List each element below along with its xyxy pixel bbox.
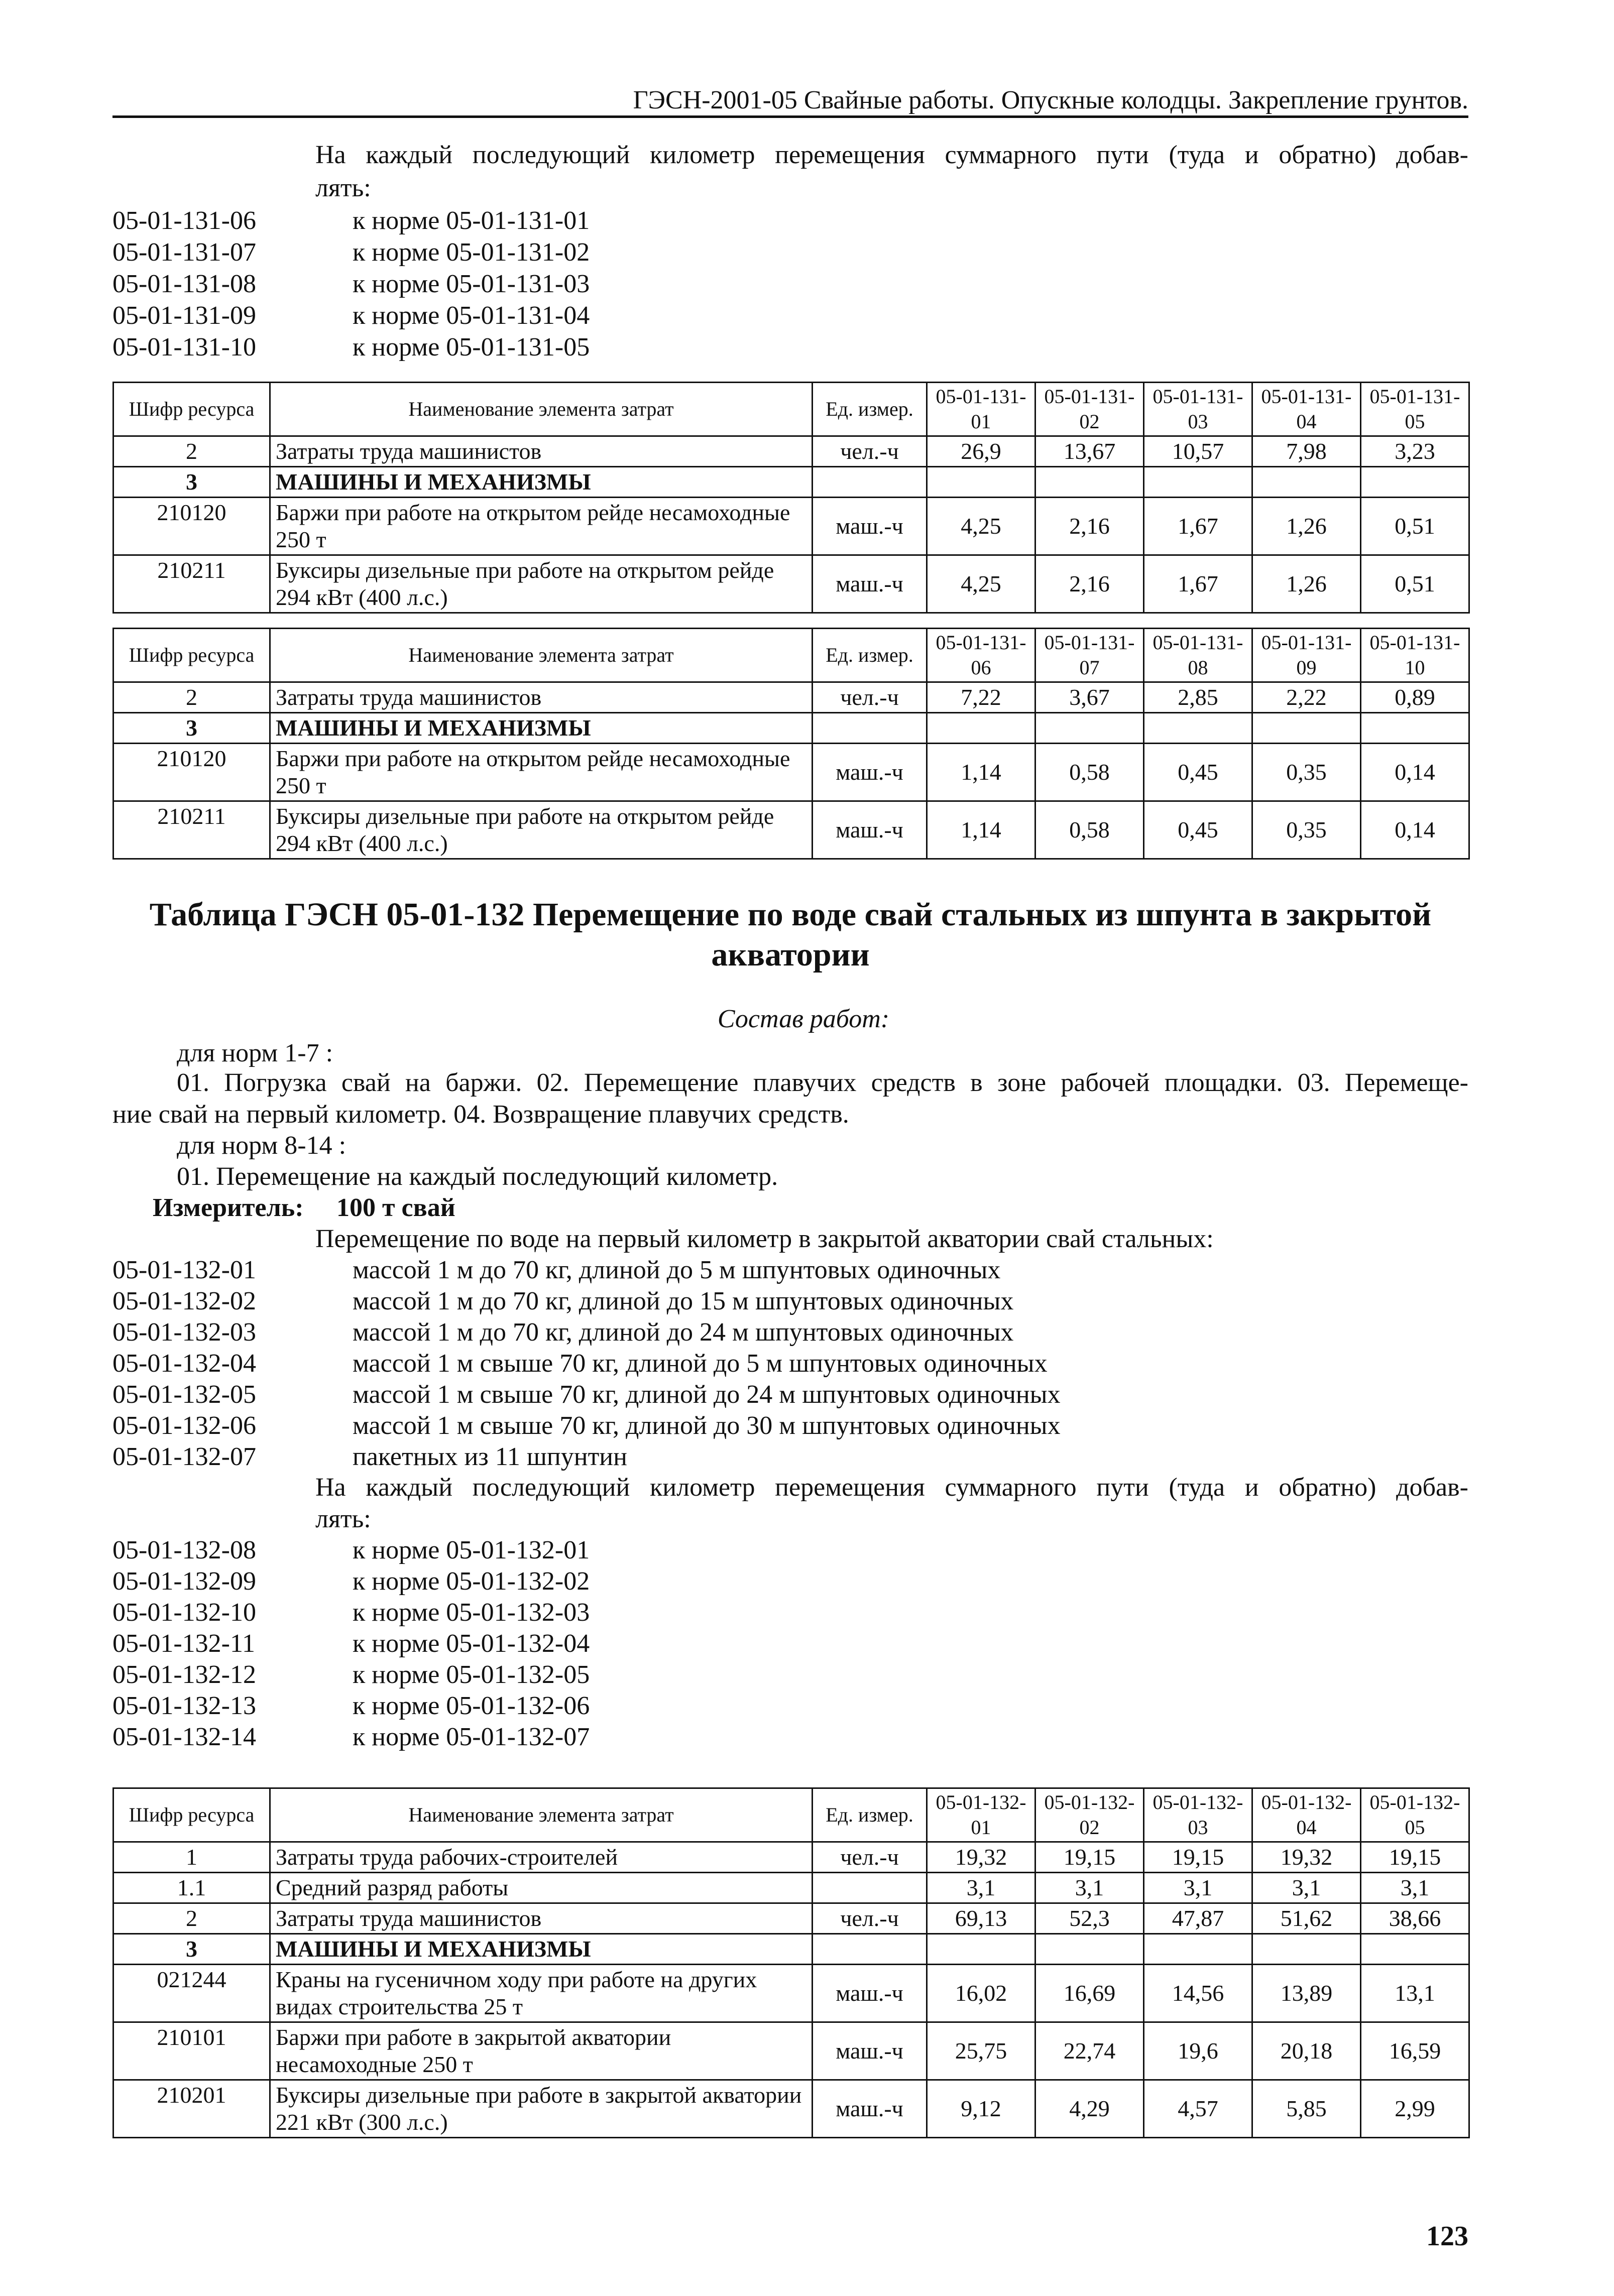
col-header-unit: Ед. измер. <box>813 1788 927 1842</box>
cell-value: 1,67 <box>1144 555 1252 613</box>
item-desc: массой 1 м свыше 70 кг, длиной до 5 м шпунтовых одиночных <box>353 1349 1048 1378</box>
cell-code: 210211 <box>113 555 270 613</box>
table-section-row <box>113 467 1469 498</box>
code-line: 05-01-132-08 <box>112 1536 256 1564</box>
ops1-cont: ние свай на первый километр. 04. Возвращение плавучих средств. <box>112 1100 849 1129</box>
cell-unit: чел.-ч <box>813 1842 927 1873</box>
page-number: 123 <box>1426 2221 1468 2252</box>
cell-value: 3,1 <box>1252 1873 1361 1903</box>
cell-value: 16,59 <box>1361 2022 1469 2080</box>
item-desc: пакетных из 11 шпунтин <box>353 1442 627 1471</box>
cell-unit: маш.-ч <box>813 555 927 613</box>
cell-name: Затраты труда рабочих-строителей <box>270 1842 813 1873</box>
cell-value: 19,6 <box>1144 2022 1252 2080</box>
code-line: 05-01-132-14 <box>112 1723 256 1751</box>
cell-value: 19,15 <box>1035 1842 1144 1873</box>
cell-name: МАШИНЫ И МЕХАНИЗМЫ <box>270 713 813 744</box>
table-row <box>113 1965 1469 2022</box>
cell-name: Буксиры дизельные при работе на открытом рейде 294 кВт (400 л.с.) <box>270 555 813 613</box>
col-header-norm: 05-01-131-07 <box>1035 629 1144 682</box>
cell-value: 2,16 <box>1035 498 1144 555</box>
cell-code: 210101 <box>113 2022 270 2080</box>
code-line: 05-01-131-10 <box>112 333 256 361</box>
code-line: 05-01-132-04 <box>112 1349 256 1378</box>
intro1-cont: лять: <box>315 174 371 202</box>
item-desc: массой 1 м до 70 кг, длиной до 24 м шпунтовых одиночных <box>353 1318 1014 1347</box>
cell-name: Баржи при работе на открытом рейде несамоходные 250 т <box>270 498 813 555</box>
norm-line: к норме 05-01-131-04 <box>353 301 590 330</box>
cell-value: 4,57 <box>1144 2080 1252 2138</box>
resource-table-3 <box>112 1787 1470 2138</box>
cell-value: 1,26 <box>1252 555 1361 613</box>
table-row <box>113 1903 1469 1934</box>
code-line: 05-01-132-02 <box>112 1287 256 1315</box>
cell-value: 19,32 <box>927 1842 1035 1873</box>
code-line: 05-01-132-13 <box>112 1691 256 1720</box>
code-line: 05-01-132-12 <box>112 1660 256 1689</box>
cell-value: 0,58 <box>1035 744 1144 801</box>
cell-value: 69,13 <box>927 1903 1035 1934</box>
cell-value: 4,25 <box>927 498 1035 555</box>
cell-value: 13,89 <box>1252 1965 1361 2022</box>
code-line: 05-01-131-09 <box>112 301 256 330</box>
cell-code: 1 <box>113 1842 270 1873</box>
col-header-name: Наименование элемента затрат <box>270 383 813 436</box>
norm-line: к норме 05-01-132-04 <box>353 1629 590 1658</box>
table-row <box>113 436 1469 467</box>
cell-name: Средний разряд работы <box>270 1873 813 1903</box>
table-row <box>113 498 1469 555</box>
cell-value: 26,9 <box>927 436 1035 467</box>
cell-value: 2,16 <box>1035 555 1144 613</box>
col-header-code: Шифр ресурса <box>113 1788 270 1842</box>
norm-line: к норме 05-01-132-07 <box>353 1723 590 1751</box>
ops2-text: 01. Перемещение на каждый последующий километр. <box>177 1162 778 1191</box>
col-header-norm: 05-01-131-10 <box>1361 629 1469 682</box>
cell-value: 16,02 <box>927 1965 1035 2022</box>
norm-line: к норме 05-01-131-03 <box>353 270 590 298</box>
cell-value: 3,1 <box>1144 1873 1252 1903</box>
cell-value: 1,26 <box>1252 498 1361 555</box>
cell-code: 1.1 <box>113 1873 270 1903</box>
cell-value: 7,98 <box>1252 436 1361 467</box>
cell-name: Затраты труда машинистов <box>270 682 813 713</box>
lead-text: Перемещение по воде на первый километр в закрытой акватории свай стальных: <box>315 1225 1214 1253</box>
cell-code: 210120 <box>113 744 270 801</box>
col-header-norm: 05-01-131-02 <box>1035 383 1144 436</box>
cell-name: МАШИНЫ И МЕХАНИЗМЫ <box>270 467 813 498</box>
col-header-norm: 05-01-131-01 <box>927 383 1035 436</box>
cell-value: 0,45 <box>1144 801 1252 859</box>
table-row <box>113 1873 1469 1903</box>
cell-value: 22,74 <box>1035 2022 1144 2080</box>
norm-line: к норме 05-01-132-01 <box>353 1536 590 1564</box>
cell-value: 20,18 <box>1252 2022 1361 2080</box>
code-line: 05-01-132-07 <box>112 1442 256 1471</box>
cell-unit: чел.-ч <box>813 682 927 713</box>
ops1-text: 01. Погрузка свай на баржи. 02. Перемещение плавучих средств в зоне рабочей площадки. 03. Перемеще- <box>177 1068 1468 1097</box>
col-header-name: Наименование элемента затрат <box>270 629 813 682</box>
cell-unit: маш.-ч <box>813 2080 927 2138</box>
cell-value: 51,62 <box>1252 1903 1361 1934</box>
table-row <box>113 2080 1469 2138</box>
code-line: 05-01-132-01 <box>112 1256 256 1284</box>
cell-value: 38,66 <box>1361 1903 1469 1934</box>
cell-value: 1,14 <box>927 744 1035 801</box>
norms-8-14-label: для норм 8-14 : <box>177 1131 347 1160</box>
item-desc: массой 1 м до 70 кг, длиной до 5 м шпунтовых одиночных <box>353 1256 1001 1284</box>
table-header-row <box>113 1788 1469 1842</box>
cell-value: 0,35 <box>1252 744 1361 801</box>
cell-unit: маш.-ч <box>813 2022 927 2080</box>
resource-table-1 <box>112 382 1470 614</box>
cell-name: Баржи при работе в закрытой акватории несамоходные 250 т <box>270 2022 813 2080</box>
code-line: 05-01-132-03 <box>112 1318 256 1347</box>
cell-value: 25,75 <box>927 2022 1035 2080</box>
cell-code: 2 <box>113 436 270 467</box>
cell-value: 10,57 <box>1144 436 1252 467</box>
col-header-norm: 05-01-132-02 <box>1035 1788 1144 1842</box>
cell-value: 4,29 <box>1035 2080 1144 2138</box>
add-cont: лять: <box>315 1505 371 1533</box>
cell-code: 021244 <box>113 1965 270 2022</box>
col-header-norm: 05-01-131-04 <box>1252 383 1361 436</box>
table-header-row <box>113 383 1469 436</box>
cell-value: 3,1 <box>927 1873 1035 1903</box>
cell-unit: маш.-ч <box>813 498 927 555</box>
cell-value: 19,32 <box>1252 1842 1361 1873</box>
intro1-text: На каждый последующий километр перемещения суммарного пути (туда и обратно) добав- <box>315 141 1468 169</box>
cell-code: 2 <box>113 682 270 713</box>
cell-value: 19,15 <box>1144 1842 1252 1873</box>
cell-value: 0,89 <box>1361 682 1469 713</box>
cell-value: 7,22 <box>927 682 1035 713</box>
cell-unit: маш.-ч <box>813 801 927 859</box>
code-line: 05-01-132-10 <box>112 1598 256 1627</box>
cell-name: Затраты труда машинистов <box>270 436 813 467</box>
norm-line: к норме 05-01-131-05 <box>353 333 590 361</box>
cell-name: Краны на гусеничном ходу при работе на других видах строительства 25 т <box>270 1965 813 2022</box>
cell-value: 0,35 <box>1252 801 1361 859</box>
cell-value: 1,67 <box>1144 498 1252 555</box>
cell-code: 210201 <box>113 2080 270 2138</box>
table-section-row <box>113 713 1469 744</box>
col-header-norm: 05-01-131-05 <box>1361 383 1469 436</box>
meter-value: 100 т свай <box>336 1193 455 1222</box>
col-header-code: Шифр ресурса <box>113 629 270 682</box>
norm-line: к норме 05-01-131-02 <box>353 238 590 267</box>
cell-value: 3,67 <box>1035 682 1144 713</box>
col-header-norm: 05-01-132-05 <box>1361 1788 1469 1842</box>
table-row <box>113 682 1469 713</box>
norm-line: к норме 05-01-132-05 <box>353 1660 590 1689</box>
col-header-norm: 05-01-132-04 <box>1252 1788 1361 1842</box>
cell-value: 14,56 <box>1144 1965 1252 2022</box>
cell-value: 3,23 <box>1361 436 1469 467</box>
code-line: 05-01-131-08 <box>112 270 256 298</box>
cell-value: 9,12 <box>927 2080 1035 2138</box>
cell-unit <box>813 1873 927 1903</box>
cell-unit: чел.-ч <box>813 436 927 467</box>
cell-value: 0,51 <box>1361 555 1469 613</box>
page-header <box>112 84 1468 118</box>
table-row <box>113 801 1469 859</box>
cell-code: 3 <box>113 713 270 744</box>
table-header-row <box>113 629 1469 682</box>
cell-name: Затраты труда машинистов <box>270 1903 813 1934</box>
col-header-norm: 05-01-131-03 <box>1144 383 1252 436</box>
col-header-norm: 05-01-131-08 <box>1144 629 1252 682</box>
col-header-name: Наименование элемента затрат <box>270 1788 813 1842</box>
cell-value: 4,25 <box>927 555 1035 613</box>
code-line: 05-01-132-09 <box>112 1567 256 1596</box>
cell-value: 52,3 <box>1035 1903 1144 1934</box>
col-header-norm: 05-01-132-01 <box>927 1788 1035 1842</box>
cell-value: 19,15 <box>1361 1842 1469 1873</box>
col-header-code: Шифр ресурса <box>113 383 270 436</box>
item-desc: массой 1 м свыше 70 кг, длиной до 30 м шпунтовых одиночных <box>353 1411 1061 1440</box>
code-line: 05-01-131-06 <box>112 206 256 235</box>
cell-unit: маш.-ч <box>813 1965 927 2022</box>
cell-value: 16,69 <box>1035 1965 1144 2022</box>
code-line: 05-01-131-07 <box>112 238 256 267</box>
table-row <box>113 1842 1469 1873</box>
norm-line: к норме 05-01-132-03 <box>353 1598 590 1627</box>
norm-line: к норме 05-01-131-01 <box>353 206 590 235</box>
norm-line: к норме 05-01-132-06 <box>353 1691 590 1720</box>
cell-code: 3 <box>113 467 270 498</box>
resource-table-2 <box>112 628 1470 860</box>
cell-value: 0,45 <box>1144 744 1252 801</box>
cell-code: 210211 <box>113 801 270 859</box>
header-title: ГЭСН-2001-05 Свайные работы. Опускные колодцы. Закрепление грунтов. <box>633 86 1468 114</box>
cell-value: 2,22 <box>1252 682 1361 713</box>
cell-value: 47,87 <box>1144 1903 1252 1934</box>
cell-value: 3,1 <box>1035 1873 1144 1903</box>
cell-code: 210120 <box>113 498 270 555</box>
cell-value: 13,1 <box>1361 1965 1469 2022</box>
cell-value: 3,1 <box>1361 1873 1469 1903</box>
col-header-norm: 05-01-131-06 <box>927 629 1035 682</box>
table-section-row <box>113 1934 1469 1965</box>
cell-name: Буксиры дизельные при работе на открытом рейде 294 кВт (400 л.с.) <box>270 801 813 859</box>
table-row <box>113 744 1469 801</box>
cell-value: 0,14 <box>1361 744 1469 801</box>
cell-value: 13,67 <box>1035 436 1144 467</box>
item-desc: массой 1 м свыше 70 кг, длиной до 24 м шпунтовых одиночных <box>353 1380 1061 1409</box>
cell-value: 0,58 <box>1035 801 1144 859</box>
cell-code: 3 <box>113 1934 270 1965</box>
cell-value: 0,51 <box>1361 498 1469 555</box>
cell-value: 5,85 <box>1252 2080 1361 2138</box>
add-text: На каждый последующий километр перемещения суммарного пути (туда и обратно) добав- <box>315 1473 1468 1502</box>
table-row <box>113 2022 1469 2080</box>
code-line: 05-01-132-11 <box>112 1629 256 1658</box>
cell-name: Буксиры дизельные при работе в закрытой акватории 221 кВт (300 л.с.) <box>270 2080 813 2138</box>
cell-value: 2,99 <box>1361 2080 1469 2138</box>
work-composition-heading: Состав работ: <box>717 1005 890 1033</box>
section-title: Таблица ГЭСН 05-01-132 Перемещение по воде свай стальных из шпунта в закрытой акватории <box>149 896 1432 973</box>
col-header-unit: Ед. измер. <box>813 383 927 436</box>
code-line: 05-01-132-05 <box>112 1380 256 1409</box>
item-desc: массой 1 м до 70 кг, длиной до 15 м шпунтовых одиночных <box>353 1287 1014 1315</box>
norms-1-7-label: для норм 1-7 : <box>177 1039 333 1067</box>
cell-unit: чел.-ч <box>813 1903 927 1934</box>
cell-value: 0,14 <box>1361 801 1469 859</box>
cell-name: Баржи при работе на открытом рейде несамоходные 250 т <box>270 744 813 801</box>
code-line: 05-01-132-06 <box>112 1411 256 1440</box>
cell-value: 1,14 <box>927 801 1035 859</box>
table-row <box>113 555 1469 613</box>
cell-value: 2,85 <box>1144 682 1252 713</box>
cell-code: 2 <box>113 1903 270 1934</box>
norm-line: к норме 05-01-132-02 <box>353 1567 590 1596</box>
col-header-unit: Ед. измер. <box>813 629 927 682</box>
meter-label: Измеритель: <box>153 1193 304 1222</box>
col-header-norm: 05-01-131-09 <box>1252 629 1361 682</box>
cell-name: МАШИНЫ И МЕХАНИЗМЫ <box>270 1934 813 1965</box>
cell-unit: маш.-ч <box>813 744 927 801</box>
col-header-norm: 05-01-132-03 <box>1144 1788 1252 1842</box>
